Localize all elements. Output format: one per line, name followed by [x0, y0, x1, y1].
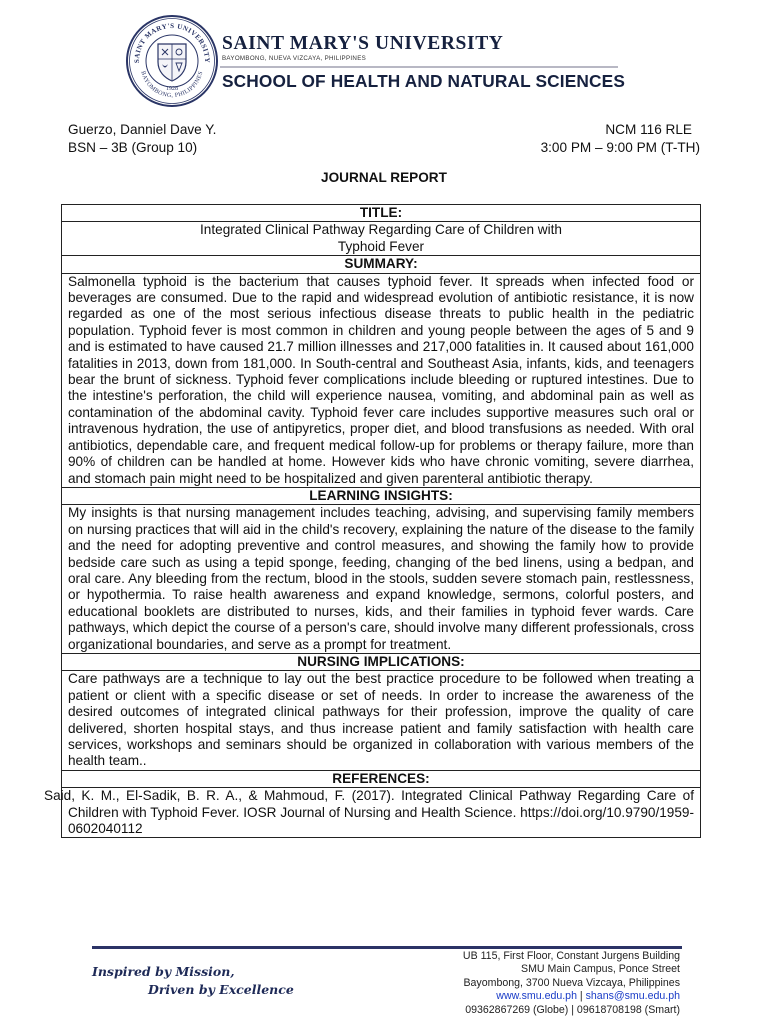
university-seal-icon: [125, 14, 219, 108]
motto-line-1: Inspired by Mission,: [92, 964, 235, 979]
footer-address: [463, 950, 680, 1017]
summary-header-row: [62, 256, 701, 273]
university-name: SAINT MARY'S UNIVERSITY: [222, 33, 504, 54]
svg-text:SAINT MARY'S UNIVERSITY: SAINT MARY'S UNIVERSITY: [132, 21, 212, 64]
address-line-1: UB 115, First Floor, Constant Jurgens Building: [462, 950, 680, 962]
svg-text:BAYOMBONG, PHILIPPINES: BAYOMBONG, PHILIPPINES: [139, 70, 205, 100]
implications-label: NURSING IMPLICATIONS:: [62, 653, 701, 670]
title-content-row: [62, 222, 701, 256]
student-section: BSN – 3B (Group 10): [68, 140, 198, 155]
report-title: JOURNAL REPORT: [321, 170, 447, 185]
title-header-row: [62, 205, 701, 222]
title-line-2: Typhoid Fever: [337, 238, 425, 254]
motto-line-2: Driven by Excellence: [148, 982, 294, 997]
school-name: SCHOOL OF HEALTH AND NATURAL SCIENCES: [222, 71, 626, 91]
university-location: BAYOMBONG, NUEVA VIZCAYA, PHILIPPINES: [222, 55, 367, 62]
references-content-row: [62, 788, 701, 838]
journal-report-table: [44, 204, 701, 838]
insights-content-row: [62, 505, 701, 654]
letterhead-divider: [220, 66, 618, 68]
summary-text: Salmonella typhoid is the bacterium that causes typhoid fever. It spreads when infected food or beverages are consumed. Due to the rapid and widespread evolution of antibiotic resistance, it is now regarded as one of the most serious infectious disease threats to public health in the pediatric population. Typhoid fever is most common in children and young people between the ages of 5 and 9 and is estimated to have caused 21.7 million illnesses and 217,000 fatalities in. It caused about 161,000 fatalities in 2013, down from 181,000. In South-central and Southeast Asia, infants, kids, and teenagers bear the brunt of sickness. Typhoid fever complications include bleeding or ruptured intestines. Due to the intestine's perforation, the child will experience nausea, vomiting, and abdominal pain as well as contamination of the abdominal cavity. Typhoid fever care includes supportive measures such oral or intravenous hydration, the use of antipyretics, proper diet, and blood transfusions as needed. With oral antibiotics, dependable care, and frequent medical follow-up for problems or therapy failure, more than 90% of children can be handled at home. However kids who have chronic vomiting, severe diarrhea, and stomach pain might need to be hospitalized and given parenteral antibiotic therapy.: [62, 273, 701, 487]
class-schedule: 3:00 PM – 9:00 PM (T-TH): [540, 140, 700, 155]
insights-label: LEARNING INSIGHTS:: [62, 487, 701, 504]
contact-links: [463, 990, 680, 1003]
address-line-3: Bayombong, 3700 Nueva Vizcaya, Philippines: [463, 976, 680, 989]
website-link[interactable]: www.smu.edu.ph: [496, 990, 577, 1003]
contact-separator: |: [576, 990, 586, 1003]
references-text: Said, K. M., El-Sadik, B. R. A., & Mahmoud, F. (2017). Integrated Clinical Pathway Regarding Care of Children with Typhoid Fever. IOSR Journal of Nursing and Health Science. https://doi.org/10.9790/1959-0602040112: [62, 788, 701, 838]
course-code: NCM 116 RLE: [605, 122, 692, 137]
title-content: [62, 222, 701, 256]
title-line-1: Integrated Clinical Pathway Regarding Care of Children with: [200, 222, 562, 238]
phone-numbers: 09362867269 (Globe) | 09618708198 (Smart): [465, 1003, 680, 1016]
footer-divider: [92, 946, 682, 949]
title-label: TITLE:: [62, 205, 701, 222]
implications-header-row: [62, 653, 701, 670]
implications-text: Care pathways are a technique to lay out the best practice procedure to be followed when treating a patient or client with a specific disease or set of needs. In order to increase the awareness of the desired outcomes of integrated clinical pathways for their profession, improve the quality of care delivered, shorten hospital stays, and thus increase patient and family satisfaction with health care services, workshops and seminars should be organized in collaboration with various members of the health team..: [62, 671, 701, 770]
svg-text:1928: 1928: [166, 86, 178, 92]
references-label: REFERENCES:: [62, 770, 701, 787]
student-name: Guerzo, Danniel Dave Y.: [68, 122, 217, 137]
email-link[interactable]: shans@smu.edu.ph: [585, 990, 680, 1003]
insights-header-row: [62, 487, 701, 504]
implications-content-row: [62, 671, 701, 770]
summary-label: SUMMARY:: [62, 256, 701, 273]
references-header-row: [62, 770, 701, 787]
insights-text: My insights is that nursing management includes teaching, advising, and supervising family members on nursing practices that will aid in the child's recovery, explaining the nature of the disease to the family and the need for adopting preventive and control measures, and showing the family how to provide bedside care such as using a tepid sponge, feeding, changing of the bed linens, using a bedpan, and oral care. Any bleeding from the rectum, blood in the stools, sudden severe stomach pain, restlessness, or hypothermia. To raise health awareness and expand knowledge, sermons, colorful posters, and educational booklets are distributed to nurses, kids, and their families in typhoid fever wards. Care pathways, which depict the course of a person's care, should involve many different professionals, cross organizational boundaries, and serve as a prompt for treatment.: [62, 505, 701, 654]
summary-content-row: [62, 273, 701, 487]
address-line-2: SMU Main Campus, Ponce Street: [521, 963, 680, 976]
